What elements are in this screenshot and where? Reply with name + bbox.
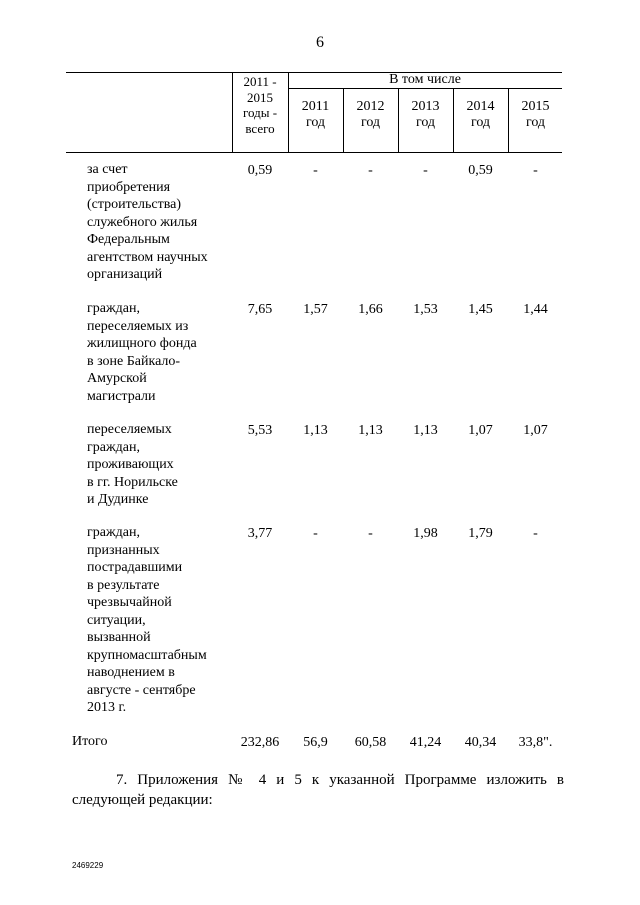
total-sum: 232,86 xyxy=(240,735,280,750)
cell-2015: 1,07 xyxy=(523,423,548,438)
year-label: 2013 xyxy=(411,99,440,114)
cell-2013: 1,13 xyxy=(413,423,438,438)
header-year-2012 xyxy=(343,99,398,131)
row-label: граждан, признанных пострадавшими в результате чрезвычайной ситуации, вызванной крупномасштабным наводнением в августе - сентябре 2013 г. xyxy=(87,525,207,715)
header-year-2015 xyxy=(508,99,563,131)
cell-2014: 1,45 xyxy=(468,302,493,317)
cell-2012: 1,13 xyxy=(358,423,383,438)
cell-2013: - xyxy=(423,163,428,178)
cell-total: 7,65 xyxy=(247,302,273,317)
row-label: за счет приобретения (строительства) служебного жилья Федеральным агентством научных организаций xyxy=(87,162,208,282)
year-label: 2015 xyxy=(521,99,550,114)
total-2013: 41,24 xyxy=(409,735,442,750)
cell-2011: - xyxy=(313,163,318,178)
cell-2011: 1,13 xyxy=(303,423,328,438)
year-label: 2014 xyxy=(466,99,495,114)
total-2011: 56,9 xyxy=(303,735,328,750)
cell-2013: 1,53 xyxy=(413,302,438,317)
cell-2014: 0,59 xyxy=(468,163,493,178)
cell-total: 5,53 xyxy=(247,423,273,438)
cell-2012: - xyxy=(368,526,373,541)
year-label: 2011 xyxy=(301,99,330,114)
cell-2012: - xyxy=(368,163,373,178)
row-label: граждан, переселяемых из жилищного фонда в зоне Байкало- Амурской магистрали xyxy=(87,301,197,404)
page-number: 6 xyxy=(316,34,324,51)
header-year-2014 xyxy=(453,99,508,131)
cell-total: 3,77 xyxy=(247,526,273,541)
cell-2013: 1,98 xyxy=(413,526,438,541)
header-bottom-rule xyxy=(66,152,562,153)
body-paragraph: 7. Приложения № 4 и 5 к указанной Программе изложить в следующей редакции: xyxy=(72,772,564,808)
total-2012: 60,58 xyxy=(354,735,387,750)
subheader-rule xyxy=(288,88,562,89)
header-year-2011 xyxy=(288,99,343,131)
total-2014: 40,34 xyxy=(464,735,497,750)
cell-total: 0,59 xyxy=(247,163,273,178)
cell-2015: 1,44 xyxy=(523,302,548,317)
cell-2014: 1,79 xyxy=(468,526,493,541)
year-unit: год xyxy=(360,115,381,130)
header-total-col: 2011 - 2015 годы - всего xyxy=(242,74,278,136)
year-unit: год xyxy=(525,115,546,130)
year-unit: год xyxy=(305,115,326,130)
cell-2012: 1,66 xyxy=(358,302,383,317)
cell-2015: - xyxy=(533,163,538,178)
document-code: 2469229 xyxy=(72,861,104,870)
total-label: Итого xyxy=(72,734,108,749)
year-unit: год xyxy=(415,115,436,130)
year-unit: год xyxy=(470,115,491,130)
cell-2011: 1,57 xyxy=(303,302,328,317)
row-label: переселяемых граждан, проживающих в гг. Норильске и Дудинке xyxy=(87,422,178,507)
cell-2015: - xyxy=(533,526,538,541)
cell-2014: 1,07 xyxy=(468,423,493,438)
total-2015: 33,8". xyxy=(518,735,553,750)
header-year-2013 xyxy=(398,99,453,131)
cell-2011: - xyxy=(313,526,318,541)
year-label: 2012 xyxy=(356,99,385,114)
header-group-label: В том числе xyxy=(389,72,461,87)
